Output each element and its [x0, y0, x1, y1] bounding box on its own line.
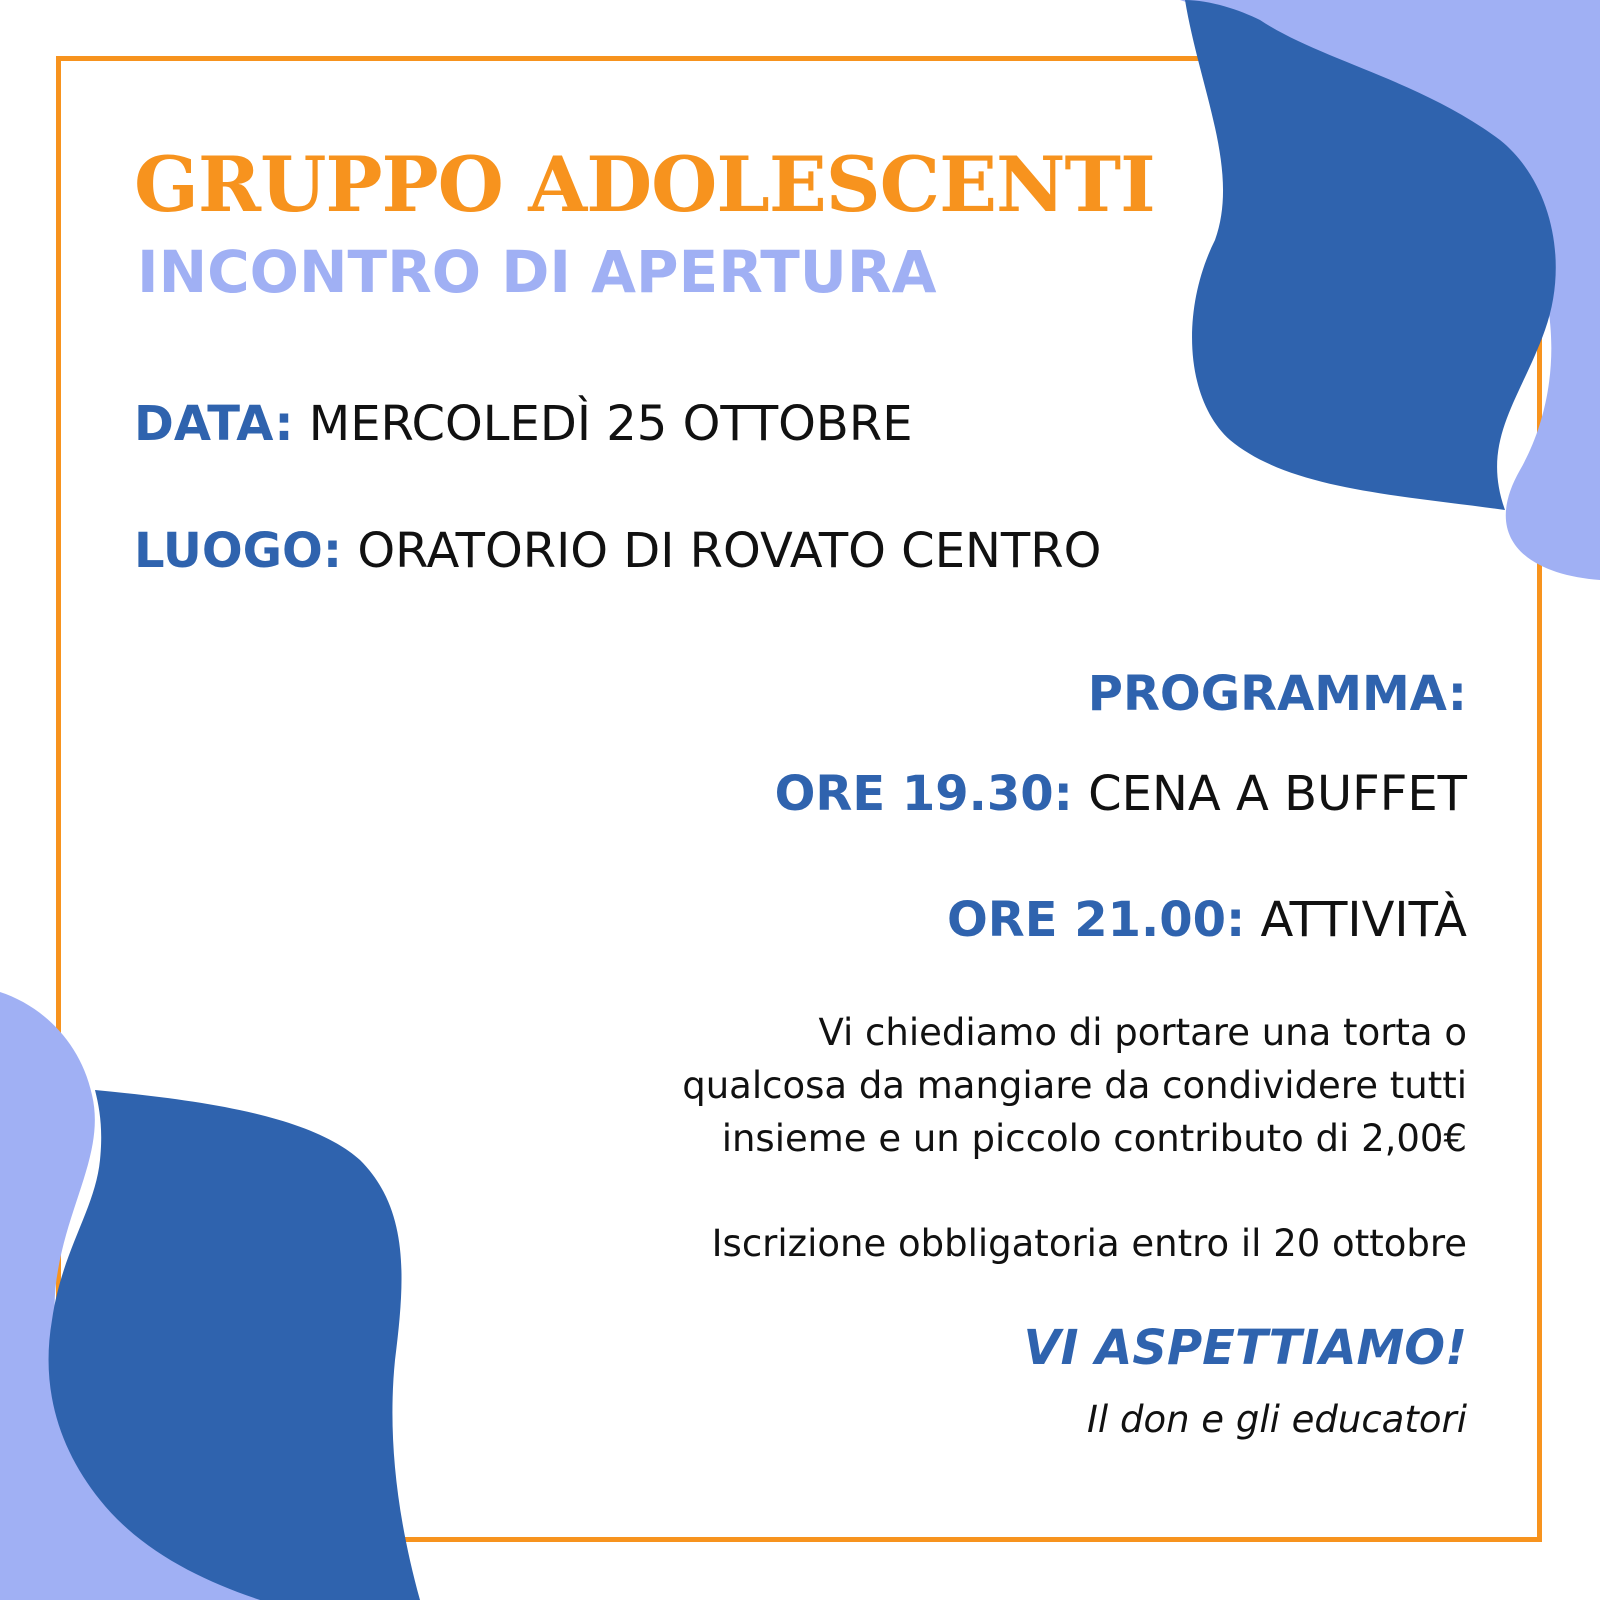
date-label: DATA: [134, 396, 294, 452]
note-line: insieme e un piccolo contributo di 2,00€ [721, 1117, 1467, 1160]
program-activity: ATTIVITÀ [1260, 892, 1467, 948]
program-item [947, 892, 1467, 948]
program-time: ORE 19.30: [774, 766, 1073, 822]
date-line [134, 396, 913, 452]
note-line: qualcosa da mangiare da condividere tutti [682, 1064, 1467, 1107]
date-value: MERCOLEDÌ 25 OTTOBRE [308, 396, 913, 452]
program-time: ORE 21.00: [946, 892, 1246, 948]
program-item [775, 766, 1467, 822]
signature: Il don e gli educatori [1087, 1398, 1467, 1441]
page-subtitle: INCONTRO DI APERTURA [137, 238, 937, 306]
place-value: ORATORIO DI ROVATO CENTRO [357, 523, 1102, 579]
program-heading: PROGRAMMA: [1087, 666, 1467, 722]
program-activity: CENA A BUFFET [1088, 766, 1467, 822]
page-title: GRUPPO ADOLESCENTI [134, 140, 1155, 229]
closing-headline: VI ASPETTIAMO! [1023, 1320, 1467, 1376]
place-label: LUOGO: [134, 523, 343, 579]
note-line: Vi chiediamo di portare una torta o [818, 1011, 1467, 1054]
request-note [682, 1006, 1467, 1165]
place-line [134, 523, 1101, 579]
enrollment-note: Iscrizione obbligatoria entro il 20 ottobre [711, 1222, 1467, 1265]
